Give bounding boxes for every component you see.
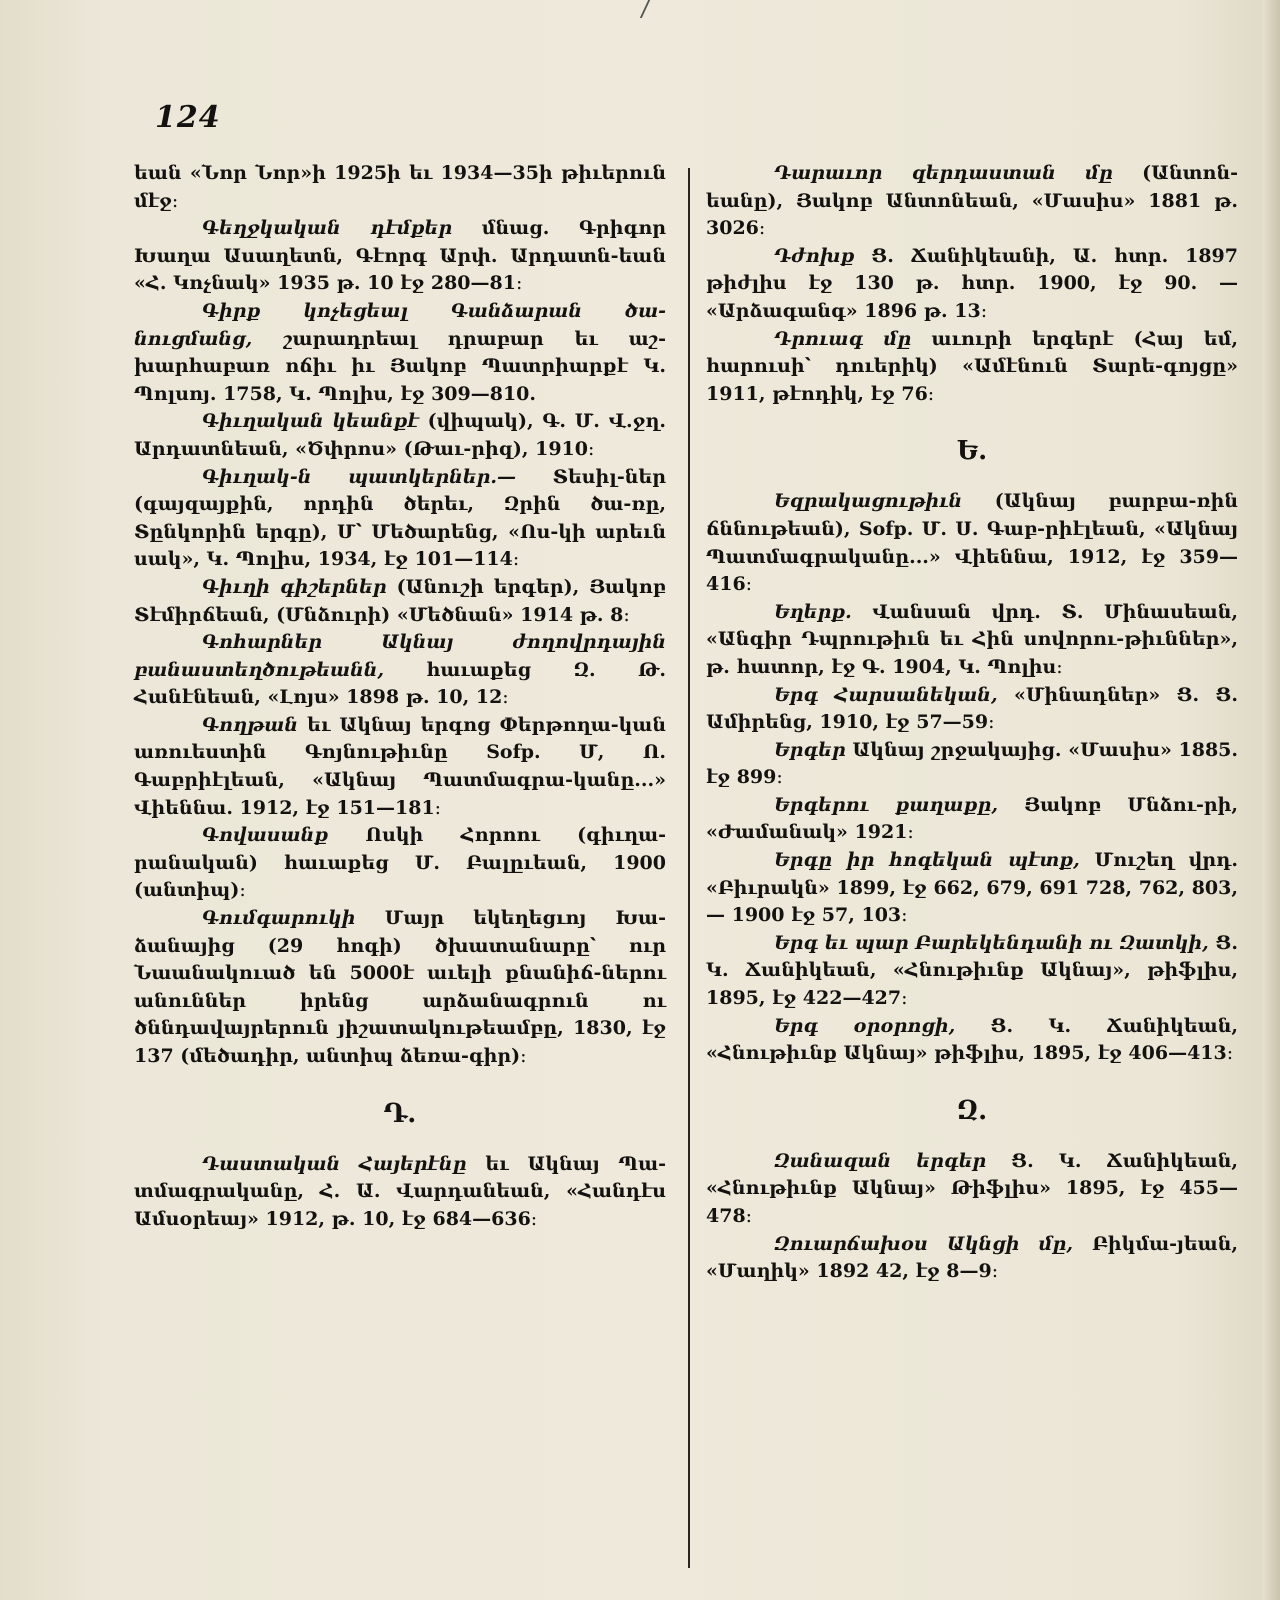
- entry-title: Եղերք.: [774, 600, 852, 623]
- right-entries-za: [706, 1148, 1238, 1286]
- entry-title: Գիւղական կեանքէ: [202, 410, 419, 433]
- entry-title: Դարաւոր զերդաստան մը: [774, 162, 1113, 184]
- entry-text: Ց. Կ. Ճանիկեան, «Հնութիւնք Ակնայ» Թիֆլիս» 1895, էջ 455—478։: [706, 1149, 1238, 1227]
- entry-text: Տեսիլ-ներ (գայզայքին, որդին ծերեւ, Զրին ծա-ռը, Տընկորին երգը), Մ՝ Մեծարենց, «Ոս-կի արեւն սակ», Կ. Պոլիս, 1934, էջ 101—114։: [134, 465, 666, 571]
- entry-text: Մայր եկեղեցւոյ Խա-ձանայից (29 հոգի) ծխատանարը՝ ուր Նաանակուած են 5000է աւելի քնանիճ-ներու անուններ իրենց արձանագրուն ու ծննդավայրերուն յիշատակութեամբը, 1830, էջ 137 (մեծադիր, անտիպ ձեռա-գիր)։: [134, 907, 666, 1067]
- entry-text: աւուրի երգերէ (Հայ եմ, հարուսի՝ դուերիկ) «Ամէնուն Տարե-գոյցը» 1911, թէոդիկ, էջ 76։: [706, 327, 1239, 405]
- entry-title: Դրուագ մը: [774, 327, 912, 350]
- entry-text: Յակոբ Մնձու-րի, «Ժամանակ» 1921։: [706, 793, 1238, 844]
- entry-title: Գիւղի գիշերներ: [202, 575, 387, 598]
- entry-text: Բիկմա-յեան, «Մաղիկ» 1892 42, էջ 8—9։: [706, 1232, 1239, 1283]
- bibliography-entry: [706, 737, 1238, 792]
- left-entries: [134, 160, 666, 1071]
- bibliography-entry: [706, 1231, 1238, 1286]
- bibliography-entry: [706, 1148, 1238, 1231]
- entry-title: Դժոխք: [774, 244, 855, 267]
- right-entries-ye: [706, 488, 1238, 1067]
- section-heading-da: Դ.: [383, 1098, 417, 1129]
- entry-text: շարադրեալ դրաբար եւ աշ-խարհաբառ ոճիւ իւ Յակոբ Պատրիարքէ Կ. Պոլսոյ. 1758, Կ. Պոլիս, էջ 309—810.: [134, 327, 666, 405]
- bibliography-entry: [706, 682, 1238, 737]
- entry-title: Երգ եւ պար Բարեկենդանի ու Զատկի,: [774, 931, 1209, 954]
- entry-title: Գիրք կոչեցեալ Գանձարան ծա-նուցմանց,: [134, 299, 666, 350]
- bibliography-entry: [134, 408, 666, 463]
- margin-mark: [628, 0, 650, 18]
- entry-text: Ոսկի Հորոու (գիւղա-րանական) հաւաքեց Մ. Բալըւեան, 1900 (անտիպ)։: [134, 824, 666, 902]
- bibliography-entry: [706, 599, 1238, 682]
- entry-text: Վանսան վրդ. Տ. Մինասեան, «Անգիր Դպրութիւն եւ Հին սովորու-թիւններ», թ. հատոր, էջ Գ. 1904, Կ. Պոլիս։: [706, 600, 1238, 678]
- bibliography-entry: [134, 822, 666, 905]
- entry-text: Մուշեղ վրդ. «Բիւրակն» 1899, էջ 662, 679, 691 728, 762, 803, — 1900 էջ 57, 103։: [706, 849, 1238, 927]
- bibliography-entry: [134, 464, 666, 574]
- entry-text: Ց. Կ. Ճանիկեան, «Հնութիւնք Ակնայ» թիֆլիս, 1895, էջ 406—413։: [706, 1014, 1238, 1065]
- entry-title: Գոհարներ Ակնայ ժողովրդային բանաստեղծութեանն,: [134, 631, 666, 681]
- section-heading-za: Զ.: [956, 1095, 988, 1126]
- bibliography-entry: [134, 160, 666, 215]
- left-column: [134, 160, 666, 1233]
- entry-text: Ակնայ շրջակայից. «Մասիս» 1885. էջ 899։: [706, 738, 1238, 789]
- entry-title: Գումգարուկի: [202, 907, 356, 930]
- bibliography-entry: [706, 792, 1238, 847]
- bibliography-entry: [134, 712, 666, 822]
- entry-text: հաւաքեց Զ. Թ. Հանէնեան, «Լոյս» 1898 թ. 10, 12։: [134, 658, 666, 709]
- entry-title: Երգերու քաղաքը,: [774, 793, 998, 816]
- entry-title: Գողթան: [202, 713, 299, 736]
- entry-text: Ց. Ճանիկեանի, Ա. հտր. 1897 թիժլիս էջ 130 թ. հտր. 1900, էջ 90. — «Արձագանգ» 1896 թ. 13։: [706, 244, 1238, 322]
- column-rule: [688, 168, 690, 1568]
- right-column: [706, 160, 1238, 1286]
- entry-text: մնաց. Գրիգոր Խաղա Ասաղետն, Գէորգ Արփ. Արդատն-եան «Հ. Կոչնակ» 1935 թ. 10 էջ 280—81։: [134, 217, 666, 295]
- entry-title: Գեղջկական դէմքեր: [202, 217, 453, 240]
- page-number: 124: [155, 100, 221, 135]
- entry-text: եան «Նոր Նոր»ի 1925ի եւ 1934—35ի թիւերուն մէջ։: [134, 162, 666, 212]
- left-entries-da: [134, 1151, 666, 1234]
- bibliography-entry: [134, 629, 666, 712]
- entry-text: (Անտոն-եանը), Յակոբ Անտոնեան, «Մասիս» 1881 թ. 3026։: [706, 162, 1238, 240]
- entry-title: Դաստական Հայերէնը: [202, 1152, 467, 1175]
- entry-text: եւ Ակնայ Պա-տմագրականը, Հ. Ա. Վարդանեան, «Հանդէս Ամսօրեայ» 1912, թ. 10, էջ 684—636։: [134, 1152, 666, 1230]
- entry-text: (վիպակ), Գ. Մ. Վ.ջղ. Արդատնեան, «Ծփրոս» (Թաւ-րիզ), 1910։: [134, 410, 666, 460]
- entry-title: Երգը իր հոգեկան պէտք,: [774, 849, 1080, 872]
- right-entries: [706, 160, 1238, 408]
- bibliography-entry: [134, 215, 666, 298]
- bibliography-entry: [706, 160, 1238, 243]
- entry-title: Եզրակացութիւն: [774, 490, 963, 513]
- bibliography-entry: [134, 905, 666, 1071]
- entry-title: Երգեր: [774, 738, 846, 761]
- entry-text: (Անուշի երգեր), Յակոբ Տէմիրճեան, (Մնձուրի) «Մեծնան» 1914 թ. 8։: [134, 575, 666, 626]
- entry-text: եւ Ակնայ երգոց Փերթողա-կան առուեստին Գոյնութիւնը Sofp. Մ, Ո. Գաբրիէլեան, «Ակնայ Պատմագրա-կանը...» Վիեննա. 1912, էջ 151—181։: [134, 713, 666, 819]
- bibliography-entry: [134, 1151, 666, 1234]
- entry-title: Զանազան երգեր: [774, 1149, 987, 1172]
- section-heading-ye: Ե.: [956, 436, 988, 467]
- entry-title: Գիւղակ-ն պատկերներ.—: [202, 465, 517, 488]
- bibliography-entry: [706, 1013, 1238, 1068]
- bibliography-entry: [706, 930, 1238, 1013]
- page-edge: [1262, 0, 1280, 1600]
- bibliography-entry: [706, 488, 1238, 598]
- entry-title: Գովասանք: [202, 824, 329, 847]
- entry-text: (Ակնայ բարբա-ռին ճննութեան), Sofp. Մ. Ս. Գաբ-րիէլեան, «Ակնայ Պատմագրականը...» Վիեննա, 1912, էջ 359—416։: [706, 490, 1238, 596]
- entry-text: «Մինադներ» Ց. Ց. Ամիրենց, 1910, էջ 57—59։: [706, 683, 1239, 734]
- bibliography-entry: [706, 326, 1238, 409]
- bibliography-entry: [706, 847, 1238, 930]
- bibliography-entry: [134, 298, 666, 408]
- entry-title: Երգ օրօրոցի,: [774, 1014, 956, 1037]
- entry-title: Երգ Հարսանեկան,: [774, 683, 998, 706]
- entry-text: Ց. Կ. Ճանիկեան, «Հնութիւնք Ակնայ», թիֆլիս, 1895, էջ 422—427։: [706, 931, 1238, 1010]
- bibliography-entry: [706, 243, 1238, 326]
- bibliography-entry: [134, 574, 666, 629]
- entry-title: Զուարճախօս Ակնցի մը,: [774, 1232, 1073, 1255]
